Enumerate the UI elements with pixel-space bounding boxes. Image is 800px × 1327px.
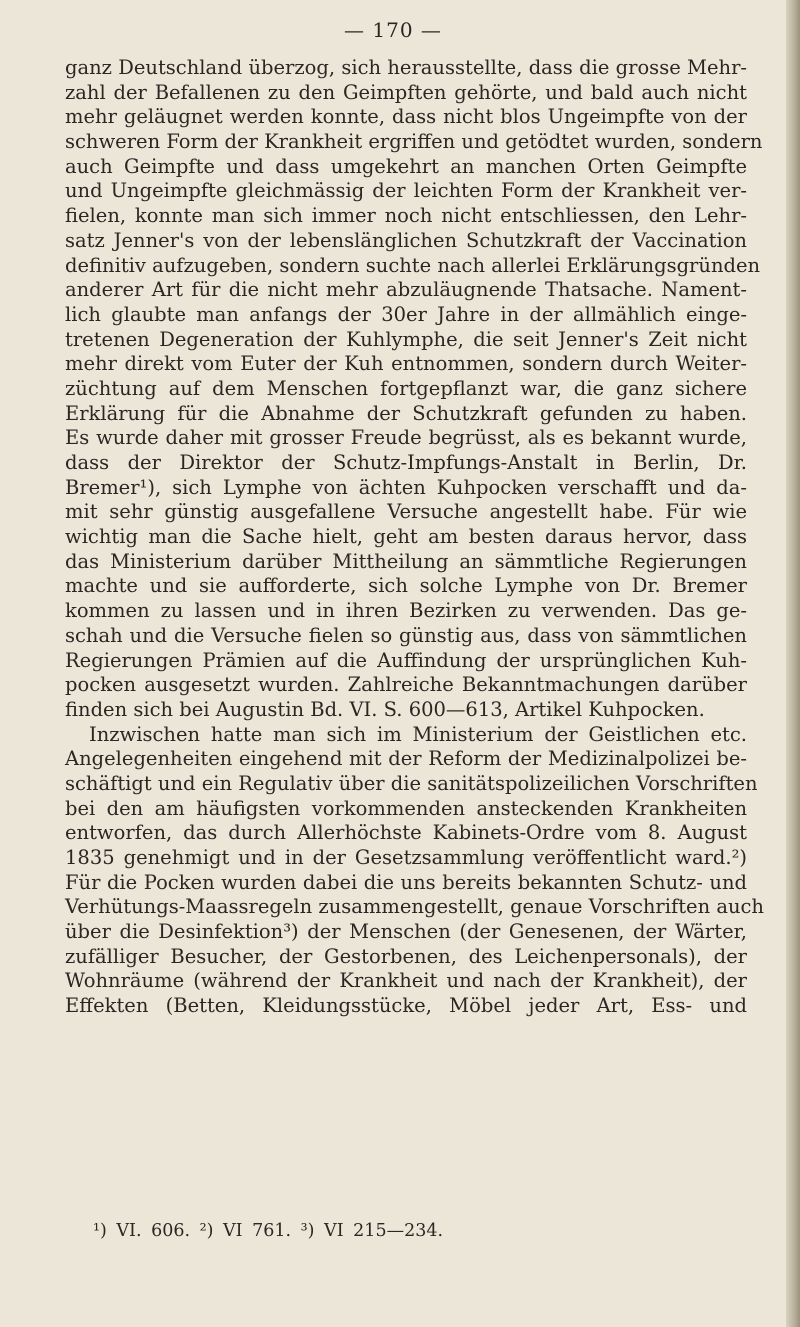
- text-line: über die Desinfektion³) der Menschen (der Genesenen, der Wärter,: [65, 920, 747, 944]
- text-line: Angelegenheiten eingehend mit der Reform der Medizinalpolizei be-: [65, 747, 747, 771]
- text-line: Verhütungs-Maassregeln zusammengestellt, genaue Vorschriften auch: [65, 895, 764, 919]
- text-line: und Ungeimpfte gleichmässig der leichten Form der Krankheit ver-: [65, 179, 747, 203]
- text-line: Regierungen Prämien auf die Auffindung der ursprünglichen Kuh-: [65, 648, 747, 672]
- text-line: wichtig man die Sache hielt, geht am besten daraus hervor, dass: [65, 525, 747, 549]
- text-line: mit sehr günstig ausgefallene Versuche angestellt habe. Für wie: [65, 500, 747, 524]
- text-line: Für die Pocken wurden dabei die uns bereits bekannten Schutz- und: [65, 870, 747, 894]
- text-line: Erklärung für die Abnahme der Schutzkraft gefunden zu haben.: [65, 401, 747, 425]
- text-line: tretenen Degeneration der Kuhlymphe, die seit Jenner's Zeit nicht: [65, 327, 747, 351]
- text-line: schweren Form der Krankheit ergriffen und getödtet wurden, sondern: [65, 130, 763, 154]
- text-line: bei den am häufigsten vorkommenden ansteckenden Krankheiten: [65, 796, 747, 820]
- text-line: kommen zu lassen und in ihren Bezirken zu verwenden. Das ge-: [65, 599, 747, 623]
- text-line: zufälliger Besucher, der Gestorbenen, des Leichenpersonals), der: [65, 944, 747, 968]
- page-number: — 170 —: [344, 18, 442, 42]
- footnotes: ¹) VI. 606. ²) VI 761. ³) VI 215—234.: [93, 1221, 444, 1241]
- text-line: satz Jenner's von der lebenslänglichen Schutzkraft der Vaccination: [65, 228, 747, 252]
- text-line: ganz Deutschland überzog, sich herausstellte, dass die grosse Mehr-: [65, 56, 747, 79]
- text-line: finden sich bei Augustin Bd. VI. S. 600—613, Artikel Kuhpocken.: [65, 697, 705, 721]
- text-line: mehr geläugnet werden konnte, dass nicht blos Ungeimpfte von der: [65, 105, 747, 129]
- text-line: lich glaubte man anfangs der 30er Jahre in der allmählich einge-: [65, 302, 747, 326]
- text-line: züchtung auf dem Menschen fortgepflanzt war, die ganz sichere: [65, 376, 747, 400]
- text-line: anderer Art für die nicht mehr abzuläugnende Thatsache. Nament-: [65, 278, 747, 302]
- text-line: pocken ausgesetzt wurden. Zahlreiche Bekanntmachungen darüber: [65, 673, 747, 697]
- text-line: Bremer¹), sich Lymphe von ächten Kuhpocken verschafft und da-: [65, 475, 747, 499]
- page-edge: [786, 0, 800, 1327]
- text-line: das Ministerium darüber Mittheilung an sämmtliche Regierungen: [65, 549, 747, 573]
- text-line: Inzwischen hatte man sich im Ministerium der Geistlichen etc.: [89, 722, 747, 746]
- text-line: Es wurde daher mit grosser Freude begrüsst, als es bekannt wurde,: [65, 426, 747, 450]
- body-text: [65, 56, 764, 1019]
- text-line: entworfen, das durch Allerhöchste Kabinets-Ordre vom 8. August: [65, 821, 747, 845]
- text-line: Wohnräume (während der Krankheit und nach der Krankheit), der: [65, 969, 747, 993]
- text-line: schah und die Versuche fielen so günstig aus, dass von sämmtlichen: [65, 623, 747, 647]
- text-line: schäftigt und ein Regulativ über die sanitätspolizeilichen Vorschriften: [65, 771, 758, 795]
- text-line: Effekten (Betten, Kleidungsstücke, Möbel jeder Art, Ess- und: [65, 994, 747, 1018]
- text-line: zahl der Befallenen zu den Geimpften gehörte, und bald auch nicht: [65, 80, 747, 104]
- text-line: definitiv aufzugeben, sondern suchte nach allerlei Erklärungsgründen: [65, 253, 761, 277]
- text-line: machte und sie aufforderte, sich solche Lymphe von Dr. Bremer: [65, 574, 747, 598]
- text-line: dass der Direktor der Schutz-Impfungs-Anstalt in Berlin, Dr.: [65, 451, 747, 474]
- text-line: fielen, konnte man sich immer noch nicht entschliessen, den Lehr-: [65, 204, 747, 228]
- text-line: mehr direkt vom Euter der Kuh entnommen, sondern durch Weiter-: [65, 352, 747, 376]
- text-line: auch Geimpfte und dass umgekehrt an manchen Orten Geimpfte: [65, 154, 747, 178]
- text-line: 1835 genehmigt und in der Gesetzsammlung veröffentlicht ward.²): [65, 846, 747, 869]
